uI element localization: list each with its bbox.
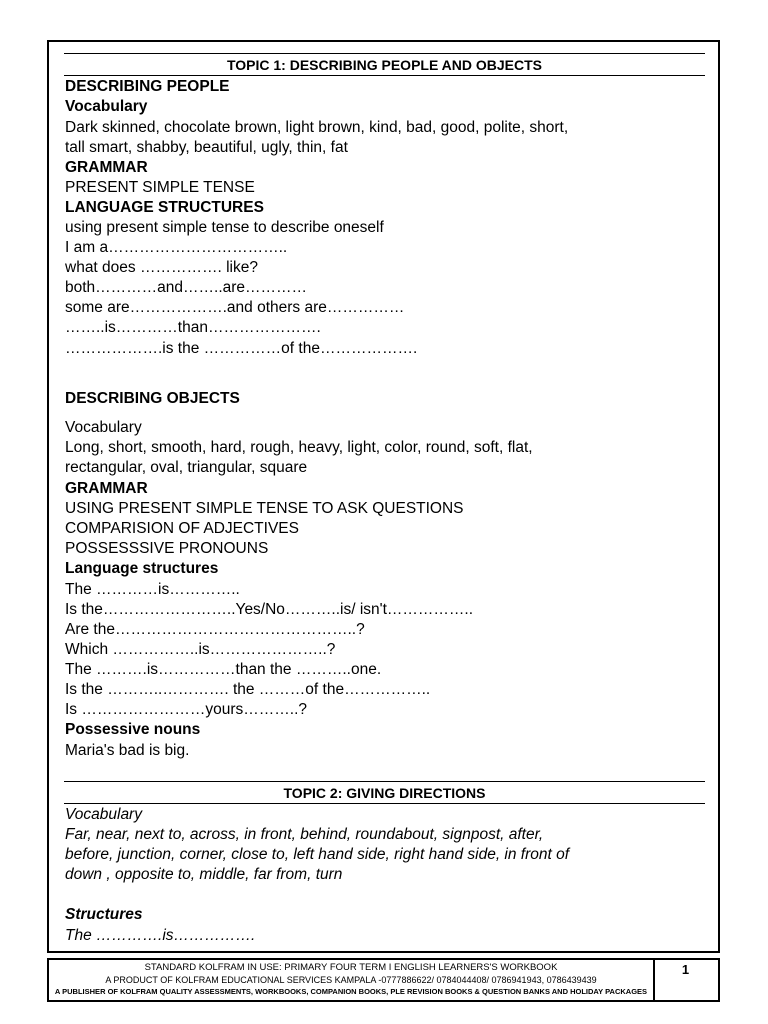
topic2-title: TOPIC 2: GIVING DIRECTIONS [64,781,705,804]
page-number: 1 [681,962,690,977]
directions-vocabulary-heading: Vocabulary [65,806,142,823]
topic1-title: TOPIC 1: DESCRIBING PEOPLE AND OBJECTS [64,53,705,76]
describing-objects-heading: DESCRIBING OBJECTS [65,390,240,407]
objects-structure-line: Which ……………..is…………………..? [65,641,336,658]
objects-vocabulary-line-1: Long, short, smooth, hard, rough, heavy, light, color, round, soft, flat, [65,439,533,456]
language-structures-heading: LANGUAGE STRUCTURES [65,199,264,216]
vocabulary-heading: Vocabulary [65,98,148,115]
objects-structure-line: Is ……………………yours………..? [65,701,307,718]
objects-grammar-item: COMPARISION OF ADJECTIVES [65,520,299,537]
describing-people-heading: DESCRIBING PEOPLE [65,78,230,95]
objects-vocabulary-line-2: rectangular, oval, triangular, square [65,459,308,476]
vocabulary-line-1: Dark skinned, chocolate brown, light brown, kind, bad, good, polite, short, [65,119,569,136]
footer-line-1: STANDARD KOLFRAM IN USE: PRIMARY FOUR TERM I ENGLISH LEARNERS'S WORKBOOK [144,962,558,973]
objects-structure-line: The ……….is……………than the ………..one. [65,661,382,678]
structure-line: what does ……………. like? [65,259,258,276]
directions-vocabulary-line-3: down , opposite to, middle, far from, turn [65,866,343,883]
structure-line: using present simple tense to describe oneself [65,219,384,236]
objects-structure-line: The …………is………….. [65,581,240,598]
structure-line: I am a…………………………….. [65,239,288,256]
footer-line-2: A PRODUCT OF KOLFRAM EDUCATIONAL SERVICES KAMPALA -0777886622/ 0784044408/ 0786941943, 0786439439 [105,975,597,985]
possessive-nouns-heading: Possessive nouns [65,721,201,738]
directions-vocabulary-line-2: before, junction, corner, close to, left hand side, right hand side, in front of [65,846,570,863]
directions-structure-line: The ………….is……………. [65,927,256,944]
page-frame [47,40,720,953]
objects-grammar-item: USING PRESENT SIMPLE TENSE TO ASK QUESTIONS [65,500,464,517]
directions-structures-heading: Structures [65,906,143,923]
structure-line: some are……………….and others are…………… [65,299,405,316]
objects-structure-line: Is the……………………..Yes/No………..is/ isn't…………….. [65,601,474,618]
structure-line: ……………….is the ……………of the………………. [65,340,418,357]
grammar-heading: GRAMMAR [65,159,148,176]
objects-structure-line: Is the ………..…………. the ………of the…………….. [65,681,431,698]
structure-line: both…………and……..are………… [65,279,308,296]
objects-vocabulary-heading: Vocabulary [65,419,142,436]
footer [47,958,720,1002]
objects-structure-line: Are the………………………………………..? [65,621,365,638]
objects-structures-heading: Language structures [65,560,219,577]
directions-vocabulary-line-1: Far, near, next to, across, in front, behind, roundabout, signpost, after, [65,826,544,843]
objects-grammar-item: POSSESSSIVE PRONOUNS [65,540,269,557]
possessive-example: Maria's bad is big. [65,742,190,759]
grammar-item: PRESENT SIMPLE TENSE [65,179,255,196]
objects-grammar-heading: GRAMMAR [65,480,148,497]
footer-text [49,960,655,1000]
footer-line-3: A PUBLISHER OF KOLFRAM QUALITY ASSESSMENTS, WORKBOOKS, COMPANION BOOKS, PLE REVISION BOOKS & QUESTION BANKS AND HOLIDAY PACKAGES [54,987,648,996]
structure-line: ……..is…………than…………………. [65,319,321,336]
vocabulary-line-2: tall smart, shabby, beautiful, ugly, thin, fat [65,139,348,156]
